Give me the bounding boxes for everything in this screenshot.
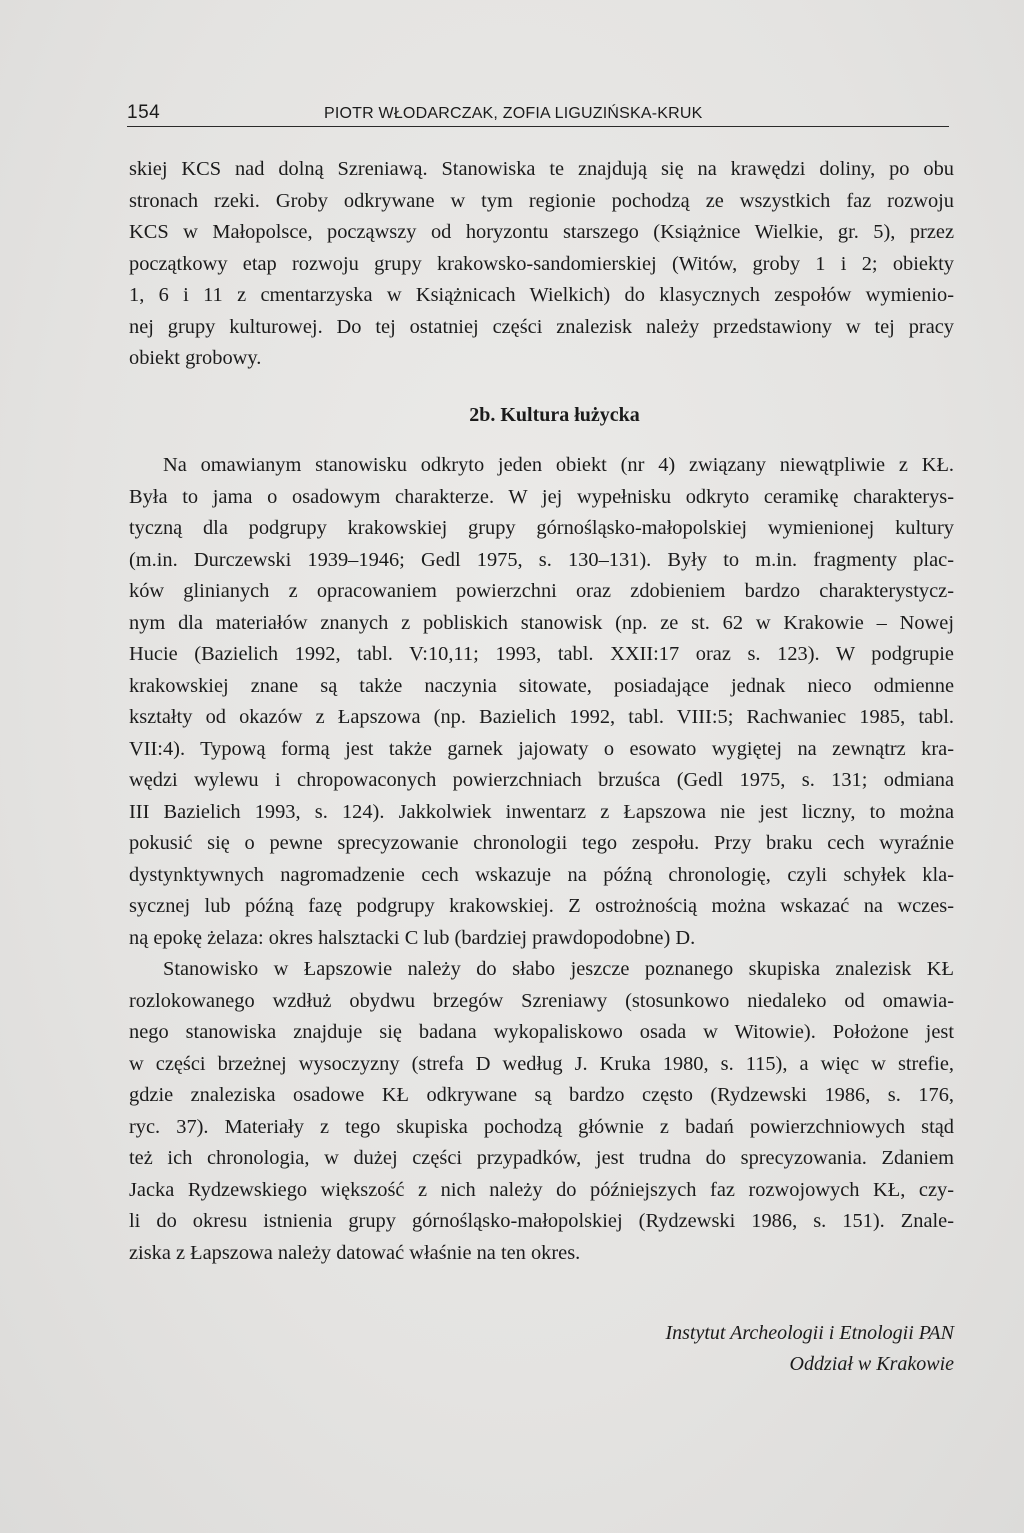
text-line: ną epokę żelaza: okres halsztacki C lub (bardziej prawdopodobne) D. <box>129 926 696 949</box>
running-head <box>127 96 949 127</box>
text-line: nym dla materiałów znanych z pobliskich stanowisk (np. ze st. 62 w Krakowie – Nowej <box>129 611 954 634</box>
text-line: kształty od okazów z Łapszowa (np. Bazielich 1992, tabl. VIII:5; Rachwaniec 1985, tabl. <box>129 706 954 728</box>
body-text <box>129 154 954 1269</box>
page-number: 154 <box>127 102 161 123</box>
section-heading: 2b. Kultura łużycka <box>469 403 640 426</box>
text-line: ryc. 37). Materiały z tego skupiska pochodzą głównie z badań powierzchniowych stąd <box>129 1115 954 1138</box>
text-line: nego stanowiska znajduje się badana wykopaliskowo osada w Witowie). Położone jest <box>129 1021 954 1043</box>
text-line: też ich chronologia, w dużej części przypadków, jest trudna do sprecyzowania. Zdaniem <box>129 1147 954 1169</box>
text-line: Stanowisko w Łapszowie należy do słabo jeszcze poznanego skupiska znalezisk KŁ <box>163 958 954 980</box>
running-head-authors: PIOTR WŁODARCZAK, ZOFIA LIGUZIŃSKA-KRUK <box>324 105 703 122</box>
affiliation-institute: Instytut Archeologii i Etnologii PAN <box>665 1322 954 1344</box>
text-line: początkowy etap rozwoju grupy krakowsko-sandomierskiej (Witów, groby 1 i 2; obiekty <box>129 252 954 275</box>
text-line: stronach rzeki. Groby odkrywane w tym regionie pochodzą ze wszystkich faz rozwoju <box>129 189 954 212</box>
text-line: gdzie znaleziska osadowe KŁ odkrywane są bardzo często (Rydzewski 1986, s. 176, <box>129 1084 954 1106</box>
paragraph-3 <box>129 954 954 1269</box>
text-line: III Bazielich 1993, s. 124). Jakkolwiek inwentarz z Łapszowa nie jest liczny, to można <box>129 800 954 823</box>
affiliation-branch: Oddział w Krakowie <box>789 1353 954 1375</box>
text-line: ziska z Łapszowa należy datować właśnie na ten okres. <box>129 1241 581 1264</box>
author-affiliation <box>665 1318 954 1380</box>
text-line: sycznej lub późną fazę podgrupy krakowskiej. Z ostrożnością można wskazać na wczes- <box>129 895 954 917</box>
text-line: tyczną dla podgrupy krakowskiej grupy górnośląsko-małopolskiej wymienionej kultury <box>129 517 954 539</box>
text-line: krakowskiej znane są także naczynia sitowate, posiadające jednak nieco odmienne <box>129 674 954 697</box>
text-line: li do okresu istnienia grupy górnośląsko-małopolskiej (Rydzewski 1986, s. 151). Znale- <box>129 1210 954 1232</box>
text-line: Na omawianym stanowisku odkryto jeden obiekt (nr 4) związany niewątpliwie z KŁ. <box>163 454 954 476</box>
text-line: Hucie (Bazielich 1992, tabl. V:10,11; 1993, tabl. XXII:17 oraz s. 123). W podgrupie <box>129 643 954 665</box>
text-line: pokusić się o pewne sprecyzowanie chronologii tego zespołu. Przy braku cech wyraźnie <box>129 832 954 854</box>
text-line: Jacka Rydzewskiego większość z nich należy do późniejszych faz rozwojowych KŁ, czy- <box>129 1178 954 1201</box>
text-line: (m.in. Durczewski 1939–1946; Gedl 1975, s. 130–131). Były to m.in. fragmenty plac- <box>129 548 954 571</box>
paragraph-1 <box>129 154 954 375</box>
text-line: 1, 6 i 11 z cmentarzyska w Książnicach Wielkich) do klasycznych zespołów wymienio- <box>129 284 954 306</box>
text-line: wędzi wylewu i chropowaconych powierzchniach brzuśca (Gedl 1975, s. 131; odmiana <box>129 769 954 791</box>
text-line: KCS w Małopolsce, począwszy od horyzontu starszego (Książnice Wielkie, gr. 5), przez <box>129 221 954 243</box>
text-line: ków glinianych z opracowaniem powierzchni oraz zdobieniem bardzo charakterystycz- <box>129 580 954 602</box>
text-line: skiej KCS nad dolną Szreniawą. Stanowiska te znajdują się na krawędzi doliny, po obu <box>129 158 954 180</box>
text-line: VII:4). Typową formą jest także garnek jajowaty o esowato wygiętej na zewnątrz kra- <box>129 737 954 760</box>
paragraph-2 <box>129 450 954 954</box>
text-line: obiekt grobowy. <box>129 347 262 369</box>
text-line: nej grupy kulturowej. Do tej ostatniej części znalezisk należy przedstawiony w tej pracy <box>129 315 954 338</box>
text-line: dystynktywnych nagromadzenie cech wskazuje na późną chronologię, czyli schyłek kla- <box>129 863 954 886</box>
text-line: w części brzeżnej wysoczyzny (strefa D według J. Kruka 1980, s. 115), a więc w strefie, <box>129 1052 954 1075</box>
text-line: Była to jama o osadowym charakterze. W jej wypełnisku odkryto ceramikę charakterys- <box>129 485 954 508</box>
text-line: rozlokowanego wzdłuż obydwu brzegów Szreniawy (stosunkowo niedaleko od omawia- <box>129 989 954 1012</box>
